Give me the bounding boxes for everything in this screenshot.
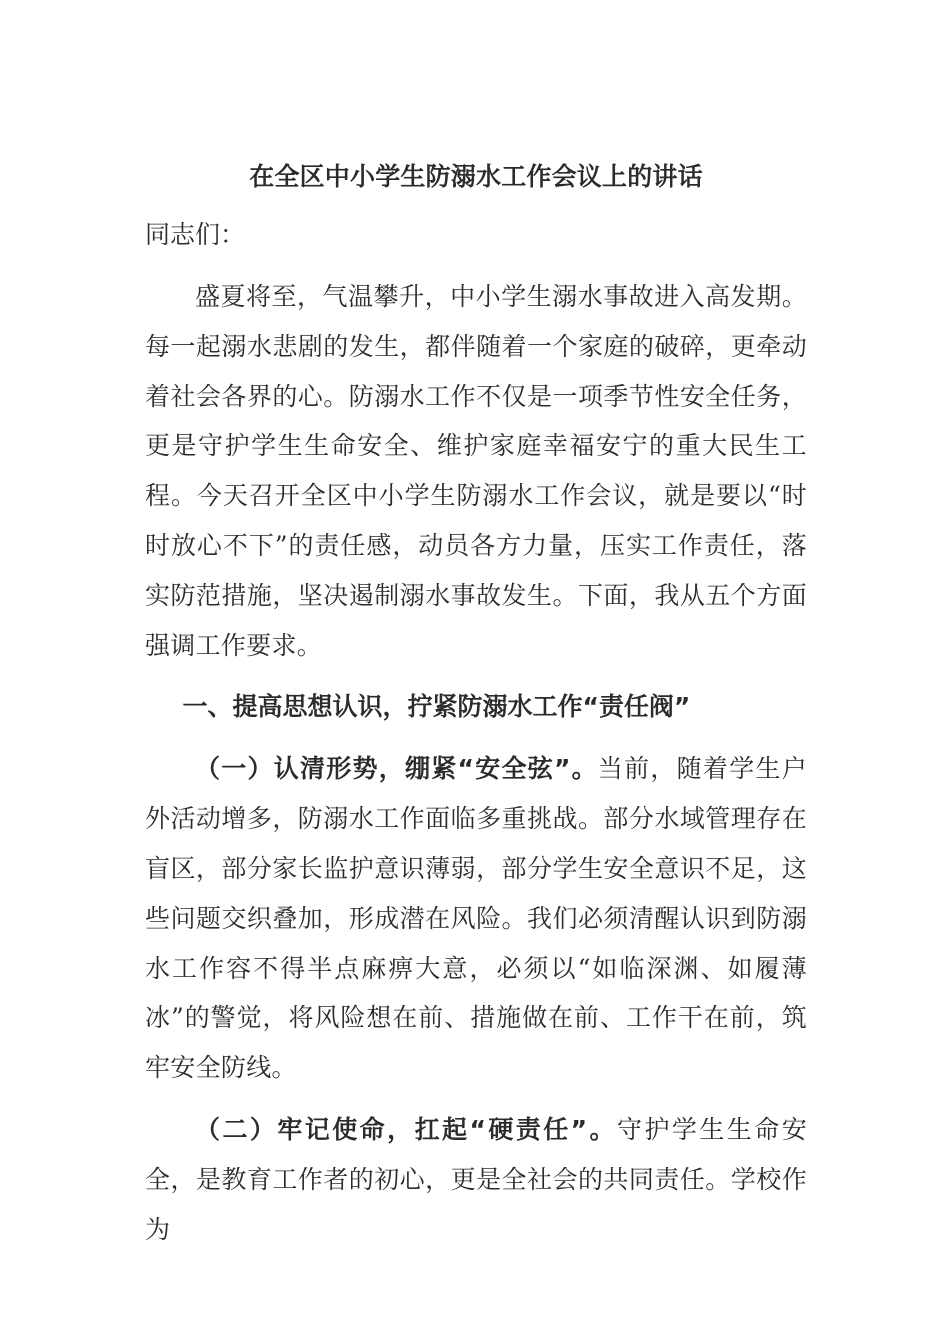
subsection-1-body: 当前，随着学生户外活动增多，防溺水工作面临多重挑战。部分水域管理存在盲区，部分家长监护意识薄弱，部分学生安全意识不足，这些问题交织叠加，形成潜在风险。我们必须清醒认识到防溺水工作容不得半点麻痹大意，必须以“如临深渊、如履薄冰”的警觉，将风险想在前、措施做在前、工作干在前，筑牢安全防线。 — [145, 754, 807, 1083]
subsection-1-lead: （一）认清形势，绷紧“安全弦”。 — [195, 754, 598, 784]
subsection-2-body: 守护学生生命安全，是教育工作者的初心，更是全社会的共同责任。学校作为 — [145, 1114, 807, 1244]
subsection-2-paragraph — [145, 1105, 807, 1254]
document-title: 在全区中小学生防溺水工作会议上的讲话 — [249, 162, 703, 191]
section-1-heading: 一、提高思想认识，拧紧防溺水工作“责任阀” — [182, 692, 691, 722]
document-body — [145, 152, 807, 1254]
subsection-2-lead: （二）牢记使命，扛起“硬责任”。 — [195, 1114, 618, 1144]
subsection-1-paragraph — [145, 744, 807, 1093]
intro-paragraph: 盛夏将至，气温攀升，中小学生溺水事故进入高发期。每一起溺水悲剧的发生，都伴随着一个家庭的破碎，更牵动着社会各界的心。防溺水工作不仅是一项季节性安全任务，更是守护学生生命安全、维护家庭幸福安宁的重大民生工程。今天召开全区中小学生防溺水工作会议，就是要以“时时放心不下”的责任感，动员各方力量，压实工作责任，落实防范措施，坚决遏制溺水事故发生。下面，我从五个方面强调工作要求。 — [145, 282, 807, 660]
salutation: 同志们： — [145, 220, 246, 249]
